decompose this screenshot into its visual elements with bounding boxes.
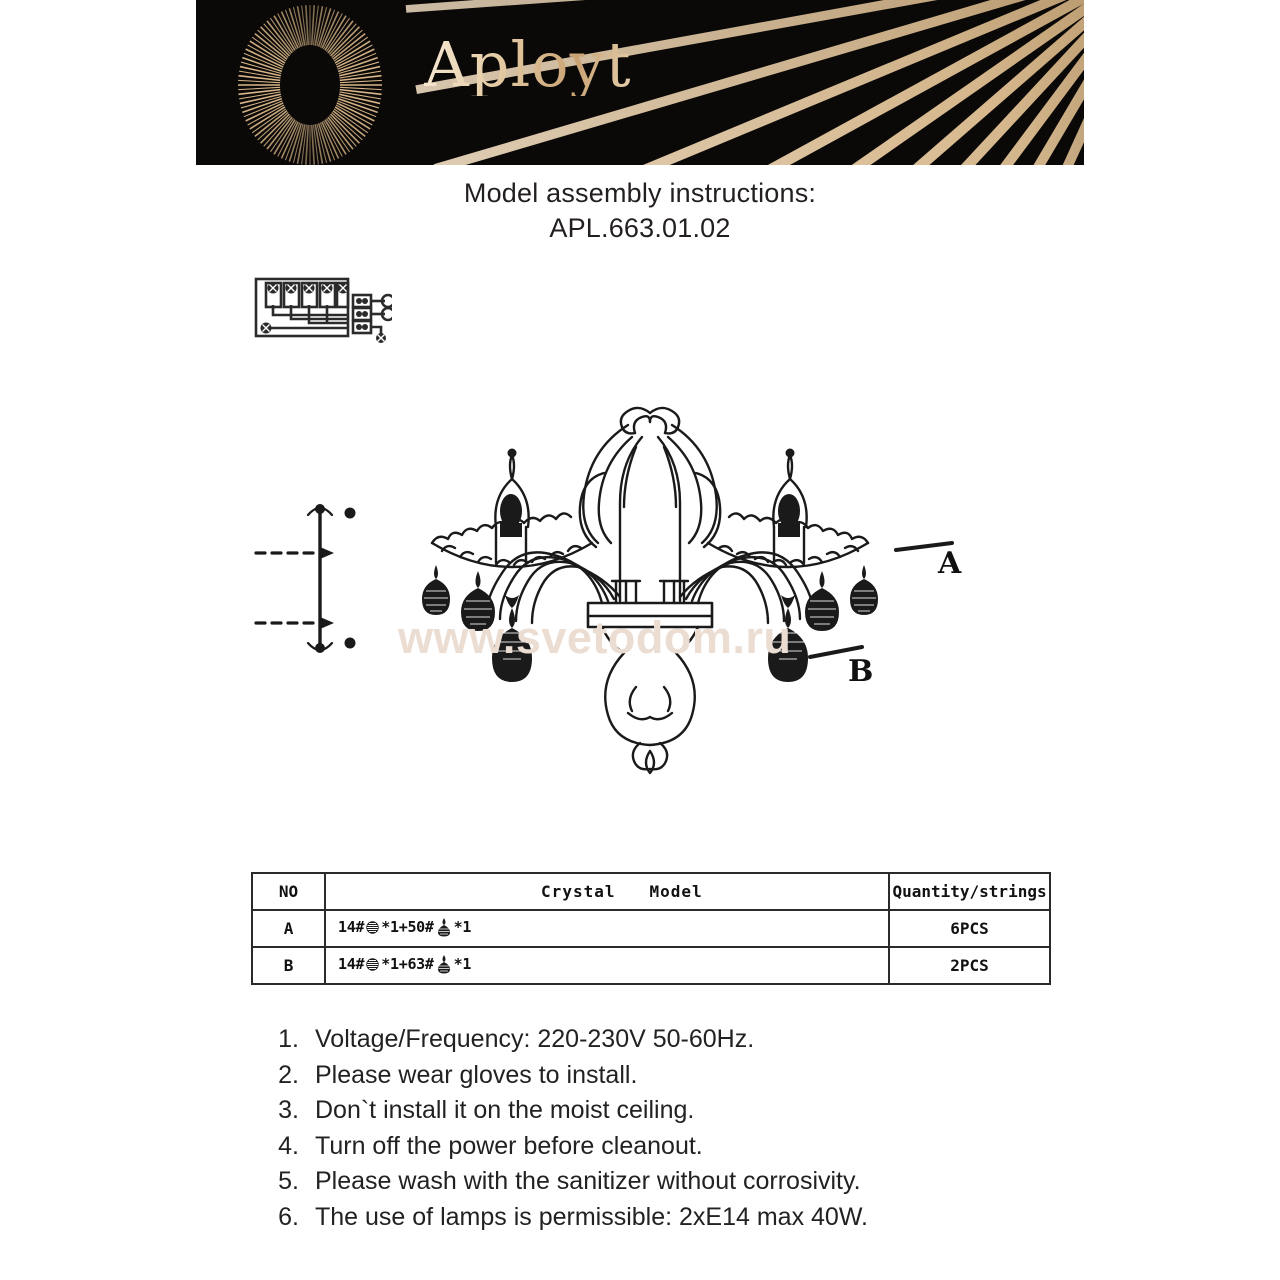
- product-assembly-drawing: [250, 395, 1050, 785]
- crystal-parts-table: [251, 872, 1051, 985]
- row-a-model: [325, 910, 889, 947]
- header-model-word: Model: [649, 882, 703, 901]
- teardrop-crystal-icon: [436, 954, 452, 978]
- row-a-qty: 6PCS: [889, 910, 1050, 947]
- row-a-suffix: *1: [453, 917, 472, 936]
- brand-wordmark: Aployt: [424, 28, 632, 101]
- list-item: [255, 1129, 1055, 1165]
- title-model-code: APL.663.01.02: [549, 212, 731, 243]
- table-header-row: [252, 873, 1050, 910]
- list-item: [255, 1058, 1055, 1094]
- header-model: [325, 873, 889, 910]
- table-row: [252, 910, 1050, 947]
- header-quantity: Quantity/strings: [889, 873, 1050, 910]
- row-b-qty: 2PCS: [889, 947, 1050, 984]
- banner-artwork: [196, 0, 1084, 165]
- brand-banner: [196, 0, 1084, 165]
- list-item: [255, 1164, 1055, 1200]
- list-item: [255, 1022, 1055, 1058]
- note-number: 4.: [278, 1131, 299, 1160]
- callout-label-a: A: [938, 546, 962, 581]
- round-bead-icon: [365, 957, 380, 976]
- row-b-prefix: 14#: [338, 954, 365, 973]
- note-number: 2.: [278, 1060, 299, 1089]
- note-number: 6.: [278, 1202, 299, 1231]
- row-b-model: [325, 947, 889, 984]
- note-number: 1.: [278, 1025, 299, 1053]
- teardrop-crystal-icon: [436, 917, 452, 941]
- list-item: [255, 1200, 1055, 1236]
- page-title: [0, 176, 1280, 245]
- note-text: Voltage/Frequency: 220-230V 50-60Hz.: [315, 1025, 755, 1053]
- table-row: [252, 947, 1050, 984]
- note-text: Please wear gloves to install.: [315, 1060, 638, 1089]
- title-primary: Model assembly instructions:: [463, 178, 817, 208]
- note-number: 3.: [278, 1096, 299, 1124]
- note-text: Please wash with the sanitizer without corrosivity.: [315, 1167, 861, 1195]
- round-bead-icon: [365, 920, 380, 939]
- note-text: Turn off the power before cleanout.: [315, 1131, 703, 1160]
- row-a-prefix: 14#: [338, 917, 365, 936]
- note-text: The use of lamps is permissible: 2xE14 max 40W.: [315, 1202, 869, 1231]
- note-text: Don`t install it on the moist ceiling.: [315, 1096, 695, 1124]
- header-crystal: Crystal: [541, 882, 616, 901]
- instruction-notes-list: [255, 1022, 1055, 1235]
- callout-label-b: B: [848, 654, 874, 689]
- row-b-no: B: [252, 947, 325, 984]
- header-no: NO: [252, 873, 325, 910]
- row-b-mid: *1+63#: [381, 954, 434, 973]
- list-item: [255, 1093, 1055, 1129]
- site-watermark: www.svetodom.ru: [398, 612, 792, 663]
- terminal-block-wiring-icon: [252, 275, 392, 345]
- row-a-no: A: [252, 910, 325, 947]
- row-b-suffix: *1: [453, 954, 472, 973]
- row-a-mid: *1+50#: [381, 917, 434, 936]
- note-number: 5.: [278, 1167, 299, 1195]
